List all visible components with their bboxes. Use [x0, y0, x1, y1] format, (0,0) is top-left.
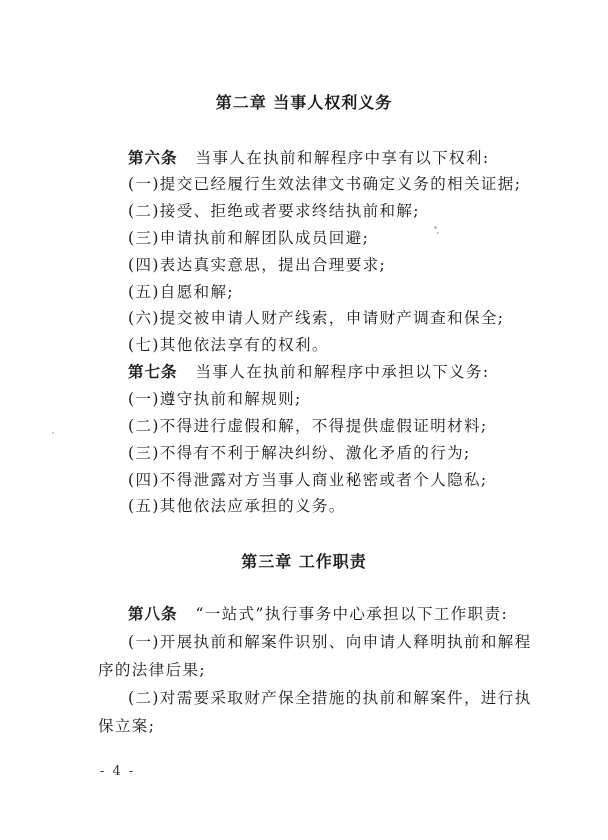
article-8-item-2-line-2: 保立案; [98, 717, 156, 735]
article-7-item-5: (五)其他依法应承担的义务。 [128, 497, 346, 515]
article-8-item-2-line-1: (二)对需要采取财产保全措施的执前和解案件，进行执 [128, 689, 532, 707]
article-8-intro: “一站式”执行事务中心承担以下工作职责: [195, 605, 509, 623]
article-7-item-1: (一)遵守执前和解规则; [128, 390, 302, 408]
article-8-item-1-line-1: (一)开展执前和解案件识别、向申请人释明执前和解程 [128, 633, 532, 651]
article-6-intro: 当事人在执前和解程序中享有以下权利: [195, 149, 490, 167]
scan-speck [434, 226, 437, 229]
article-7-item-3: (三)不得有不利于解决纠纷、激化矛盾的行为; [128, 444, 471, 462]
article-7-heading [128, 360, 489, 382]
article-8-label: 第八条 [128, 605, 178, 623]
chapter-3-title: 第三章 工作职责 [241, 552, 367, 571]
article-6-item-2: (二)接受、拒绝或者要求终结执前和解; [128, 202, 420, 220]
article-6-heading [128, 146, 489, 168]
article-7-intro: 当事人在执前和解程序中承担以下义务: [195, 363, 490, 381]
article-6-label: 第六条 [128, 149, 178, 167]
scan-speck [52, 432, 54, 434]
chapter-2-title: 第二章 当事人权利义务 [215, 93, 393, 112]
article-8-heading [128, 602, 508, 624]
article-6-item-7: (七)其他依法享有的权利。 [128, 336, 329, 354]
article-6-item-6: (六)提交被申请人财产线索，申请财产调查和保全; [128, 309, 505, 327]
article-8-item-1-line-2: 序的法律后果; [98, 661, 207, 679]
article-7-item-2: (二)不得进行虚假和解，不得提供虚假证明材料; [128, 417, 488, 435]
article-6-item-4: (四)表达真实意思，提出合理要求; [128, 256, 387, 274]
article-6-item-3: (三)申请执前和解团队成员回避; [128, 229, 370, 247]
article-6-item-5: (五)自愿和解; [128, 283, 235, 301]
scan-speck [437, 232, 439, 234]
article-7-label: 第七条 [128, 363, 178, 381]
page-number: - 4 - [100, 764, 136, 779]
article-7-item-4: (四)不得泄露对方当事人商业秘密或者个人隐私; [128, 471, 488, 489]
article-6-item-1: (一)提交已经履行生效法律文书确定义务的相关证据; [128, 175, 522, 193]
